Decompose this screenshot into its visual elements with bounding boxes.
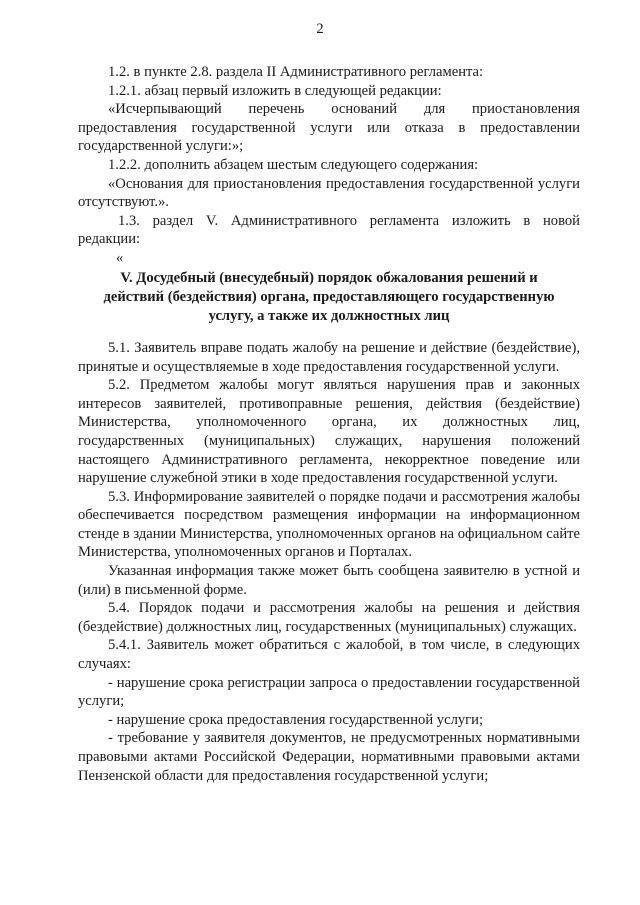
list-item: - требование у заявителя документов, не предусмотренных нормативными правовыми актами Российской Федерации, нормативными правовыми актами Пензенской области для предоставления государственной услуги; [78,730,580,784]
opening-quote-mark: « [116,249,124,266]
paragraph-5-3: 5.3. Информирование заявителей о порядке подачи и рассмотрения жалобы обеспечивается посредством размещения информации на информационном стенде в здании Министерства, уполномоченных органов на официальном сайте Министерства, уполномоченных органов и Порталах. [78,488,580,561]
list-item: - нарушение срока предоставления государственной услуги; [108,711,484,728]
section-heading: V. Досудебный (внесудебный) порядок обжалования решений и действий (бездействия) органа, предоставляющего государственную услугу, а также их должностных лиц [103,269,555,324]
paragraph-1-2-2: 1.2.2. дополнить абзацем шестым следующего содержания: [108,156,479,173]
document-body [78,63,580,785]
paragraph-1-2: 1.2. в пункте 2.8. раздела II Административного регламента: [108,64,484,80]
paragraph-5-4-1: 5.4.1. Заявитель может обратиться с жалобой, в том числе, в следующих случаях: [78,637,580,673]
paragraph-5-1: 5.1. Заявитель вправе подать жалобу на решение и действие (бездействие), принятые и осуществляемые в ходе предоставления государственной услуги. [78,339,580,375]
paragraph-5-4: 5.4. Порядок подачи и рассмотрения жалобы на решения и действия (бездействие) должностных лиц, государственных (муниципальных) служащих. [78,600,580,635]
paragraph-1-2-1: 1.2.1. абзац первый изложить в следующей редакции: [108,82,442,99]
paragraph-quote-2: «Основания для приостановления предоставления государственной услуги отсутствуют.». [78,175,580,211]
paragraph-info: Указанная информация также может быть сообщена заявителю в устной и (или) в письменной форме. [78,563,580,598]
paragraph-1-3: 1.3. раздел V. Административного регламента изложить в новой редакции: [78,212,580,248]
list-item: - нарушение срока регистрации запроса о предоставлении государственной услуги; [78,674,580,710]
paragraph-5-2: 5.2. Предметом жалобы могут являться нарушения прав и законных интересов заявителей, противоправные решения, действия (бездействие) Министерства, уполномоченного органа, их должностных лиц, государственных (муниципальных) служащих, нарушения положений настоящего Административного регламента, некорректное поведение или нарушение служебной этики в ходе предоставления государственной услуги. [78,377,580,487]
page-number: 2 [316,21,324,37]
paragraph-quote-1: «Исчерпывающий перечень оснований для приостановления предоставления государственной услуги или отказа в предоставлении государственной услуги:»; [78,101,580,155]
